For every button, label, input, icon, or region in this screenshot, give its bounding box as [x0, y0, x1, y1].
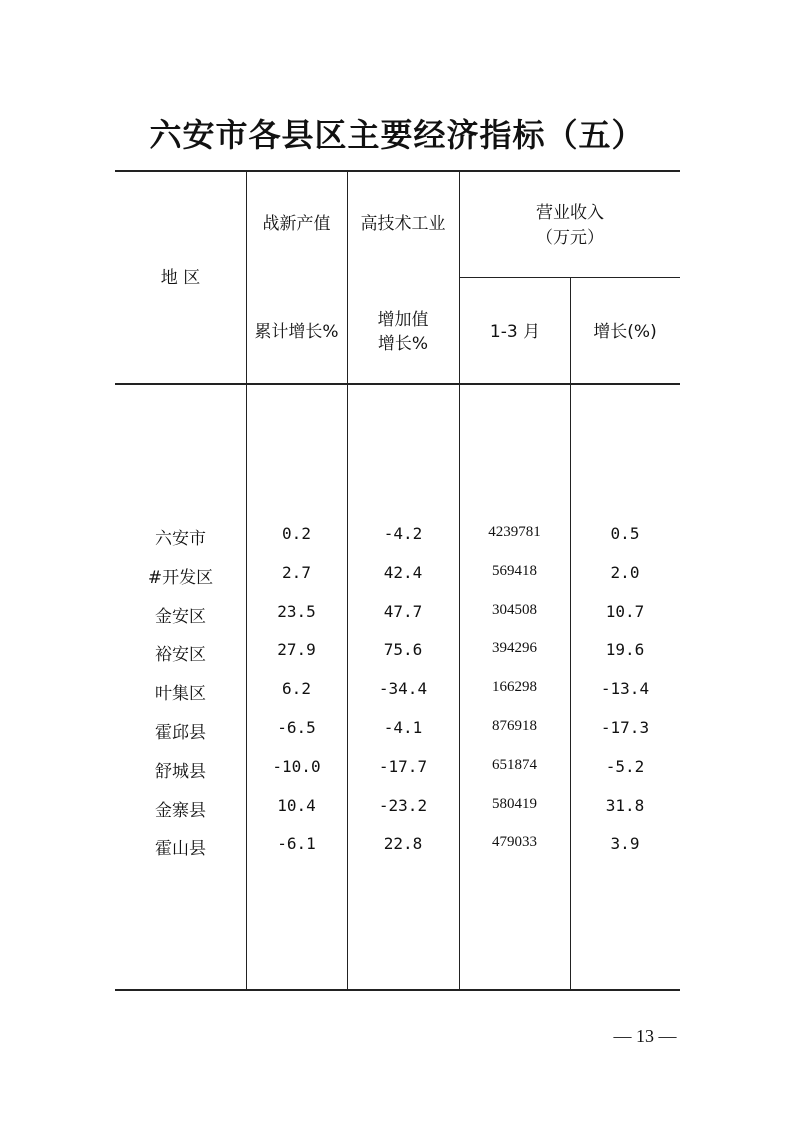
header-col2-top: 高技术工业	[360, 214, 446, 234]
hightech-growth-cell: -34.4	[378, 679, 428, 699]
revenue-growth-cell: 3.9	[610, 834, 640, 854]
region-cell: 霍山县	[155, 839, 206, 860]
region-cell: 舒城县	[155, 761, 206, 782]
header-col1-bottom: 累计增长%	[254, 322, 339, 342]
hightech-growth-cell: 75.6	[383, 640, 423, 660]
table-row	[115, 563, 680, 602]
header-revenue-2: （万元）	[536, 228, 604, 248]
revenue-growth-cell: 0.5	[610, 524, 640, 543]
revenue-growth-cell: 31.8	[605, 795, 645, 815]
header-col1-top: 战新产值	[262, 214, 331, 234]
innovation-growth-cell: -10.0	[272, 756, 321, 776]
revenue-cell: 4239781	[488, 524, 541, 540]
revenue-growth-cell: -5.2	[605, 756, 645, 776]
table-row	[115, 757, 680, 796]
header-revenue-1: 营业收入	[536, 203, 604, 223]
revenue-growth-cell: 10.7	[605, 601, 645, 621]
table-row	[115, 718, 680, 757]
region-cell: 金寨县	[155, 800, 206, 821]
table-top-rule	[115, 170, 680, 172]
revenue-cell: 479033	[492, 834, 537, 851]
table-header-rule	[115, 383, 680, 385]
region-cell: #开发区	[147, 567, 214, 588]
innovation-growth-cell: -6.5	[277, 717, 316, 737]
table-row	[115, 834, 680, 873]
table-row	[115, 796, 680, 835]
revenue-cell: 580419	[492, 795, 537, 812]
revenue-cell: 166298	[492, 679, 537, 696]
page-title: 六安市各县区主要经济指标（五）	[149, 116, 645, 154]
innovation-growth-cell: 27.9	[277, 640, 316, 660]
innovation-growth-cell: 23.5	[277, 601, 316, 621]
revenue-cell: 569418	[492, 562, 537, 579]
table-body	[115, 524, 680, 873]
innovation-growth-cell: -6.1	[277, 834, 316, 854]
header-region: 地 区	[160, 268, 201, 288]
revenue-cell: 394296	[492, 640, 537, 657]
table-bottom-rule	[115, 989, 680, 991]
table-row	[115, 640, 680, 679]
hightech-growth-cell: -4.1	[383, 717, 423, 737]
innovation-growth-cell: 2.7	[282, 562, 311, 582]
hightech-growth-cell: 22.8	[383, 834, 423, 854]
table-row	[115, 524, 680, 563]
revenue-growth-cell: 19.6	[605, 640, 645, 660]
header-col2-bottom-1: 增加值	[377, 310, 429, 330]
revenue-cell: 651874	[492, 756, 537, 773]
hightech-growth-cell: 47.7	[383, 601, 423, 621]
revenue-cell: 876918	[492, 717, 537, 734]
region-cell: 金安区	[155, 606, 206, 627]
revenue-growth-cell: -17.3	[600, 717, 650, 737]
revenue-growth-cell: 2.0	[610, 562, 640, 582]
header-col2-bottom-2: 增长%	[377, 334, 429, 354]
hightech-growth-cell: -17.7	[378, 756, 428, 776]
region-cell: 六安市	[155, 529, 206, 549]
table-row	[115, 679, 680, 718]
region-cell: 霍邱县	[155, 722, 206, 743]
revenue-cell: 304508	[492, 601, 537, 618]
revenue-growth-cell: -13.4	[600, 679, 650, 699]
page-number: — 13 —	[613, 1026, 677, 1046]
hightech-growth-cell: 42.4	[383, 562, 423, 582]
hightech-growth-cell: -4.2	[383, 524, 423, 543]
region-cell: 叶集区	[155, 684, 206, 705]
innovation-growth-cell: 10.4	[277, 795, 316, 815]
hightech-growth-cell: -23.2	[378, 795, 428, 815]
innovation-growth-cell: 0.2	[282, 524, 311, 543]
innovation-growth-cell: 6.2	[282, 679, 311, 699]
header-months: 1-3 月	[489, 322, 541, 342]
region-cell: 裕安区	[155, 645, 206, 666]
table-row	[115, 602, 680, 641]
header-growth: 增长(%)	[593, 322, 657, 342]
